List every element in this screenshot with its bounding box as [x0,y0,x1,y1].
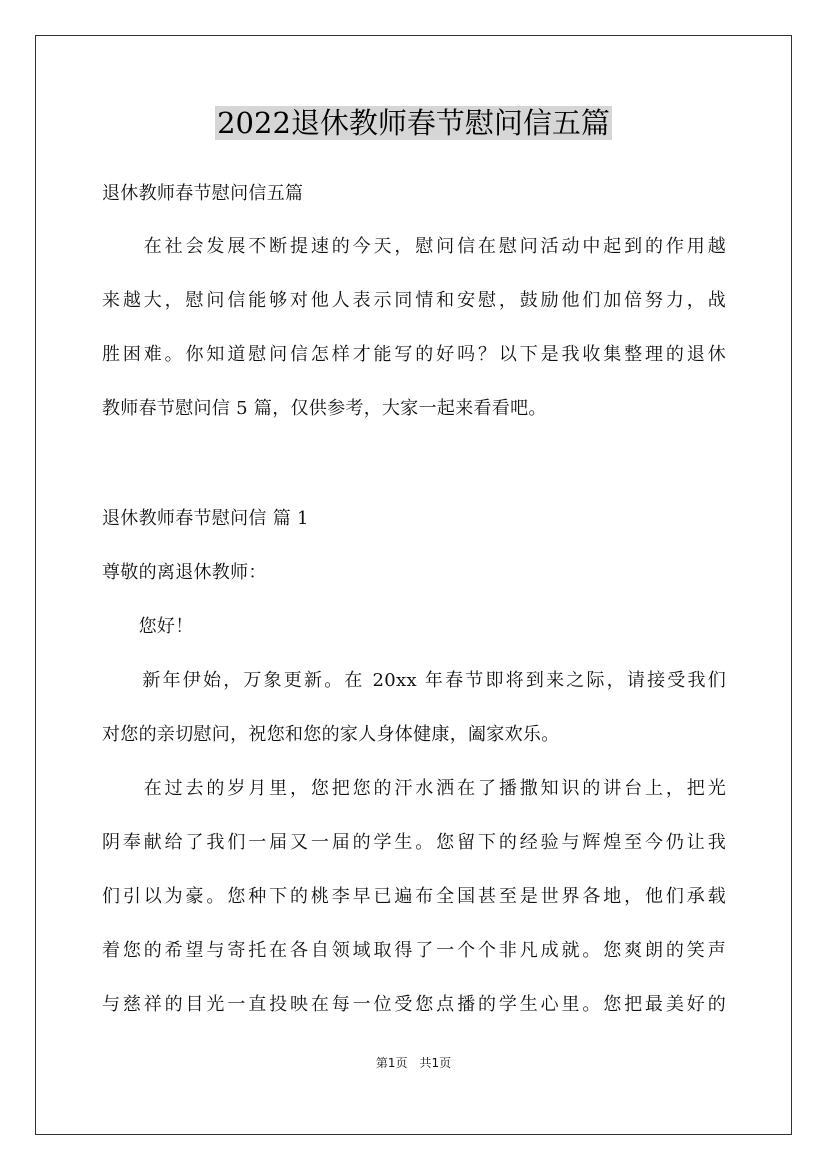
salutation: 尊敬的离退休教师： [102,562,267,583]
paragraph-line: 对您的亲切慰问，祝您和您的家人身体健康，阖家欢乐。 [102,724,560,745]
page-number: 第1页 共1页 [375,1056,452,1070]
intro-line: 教师春节慰问信 5 篇，仅供参考，大家一起来看看吧。 [102,398,547,419]
intro-line: 来越大，慰问信能够对他人表示同情和安慰，鼓励他们加倍努力，战 [102,290,726,311]
paragraph-line: 阴奉献给了我们一届又一届的学生。您留下的经验与辉煌至今仍让我 [102,832,726,853]
paragraph-line: 在过去的岁月里，您把您的汗水洒在了播撒知识的讲台上，把光 [102,778,726,799]
greeting: 您好！ [102,616,194,637]
intro-line: 胜困难。你知道慰问信怎样才能写的好吗？以下是我收集整理的退休 [102,344,726,365]
document-title: 2022退休教师春节慰问信五篇 [217,106,610,140]
intro-line: 在社会发展不断提速的今天，慰问信在慰问活动中起到的作用越 [102,236,726,257]
document-subtitle: 退休教师春节慰问信五篇 [102,183,304,204]
paragraph-line: 新年伊始，万象更新。在 20xx 年春节即将到来之际，请接受我们 [102,670,726,691]
document-title-wrap [0,103,827,143]
section-heading: 退休教师春节慰问信 篇 1 [102,508,309,529]
paragraph-line: 与慈祥的目光一直投映在每一位受您点播的学生心里。您把最美好的 [102,994,726,1015]
paragraph-line: 们引以为豪。您种下的桃李早已遍布全国甚至是世界各地，他们承载 [102,886,726,907]
paragraph-line: 着您的希望与寄托在各自领域取得了一个个非凡成就。您爽朗的笑声 [102,940,726,961]
